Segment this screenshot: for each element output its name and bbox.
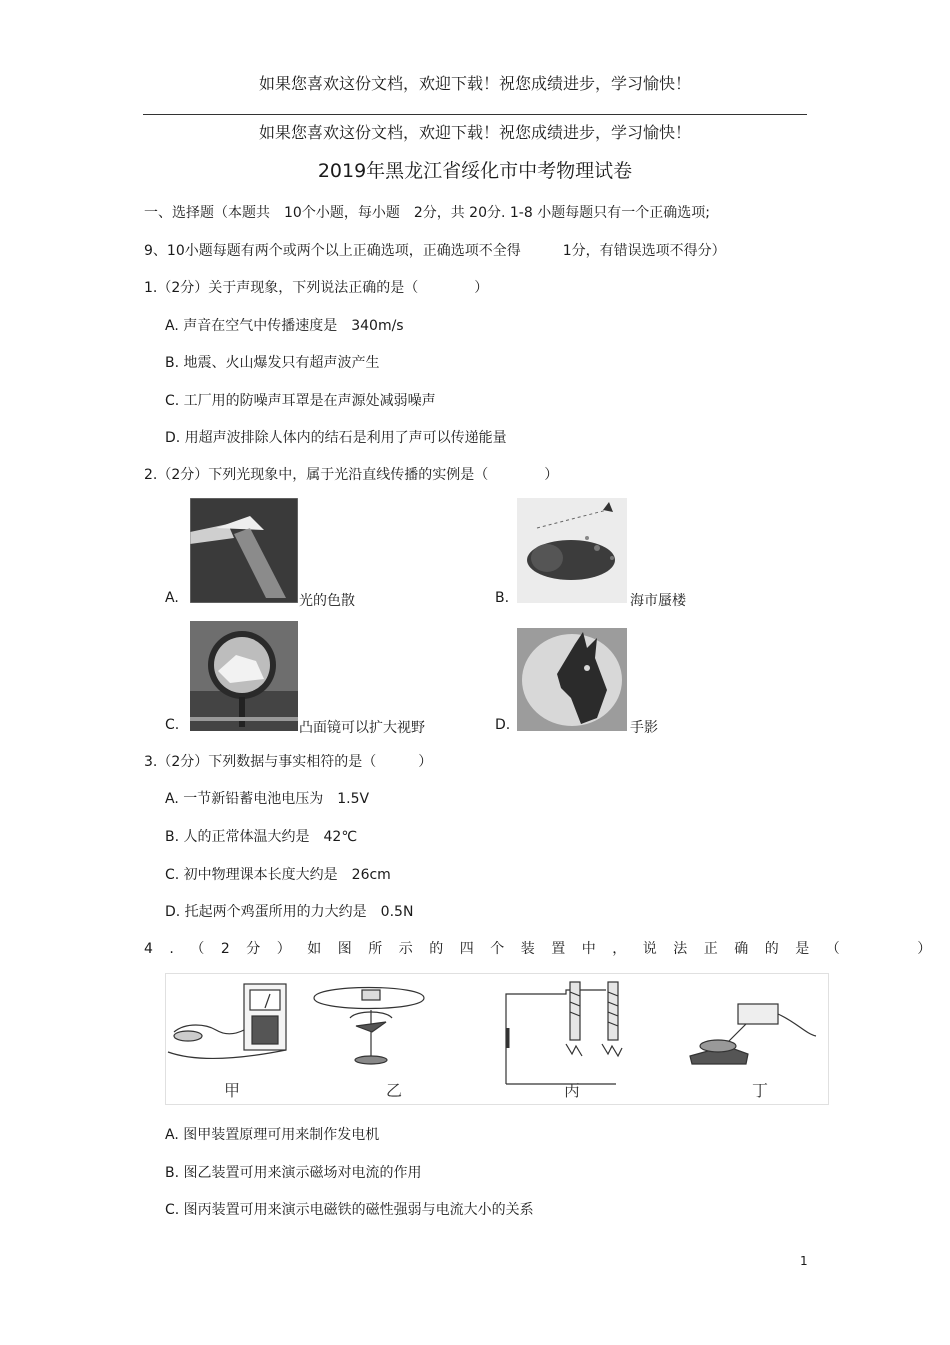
question-4-option-b: B. 图乙装置可用来演示磁场对电流的作用 xyxy=(165,1165,422,1181)
question-2-option-b-letter: B. xyxy=(495,590,510,606)
convex-mirror-photo-icon xyxy=(190,621,298,731)
question-2-option-a-caption: 光的色散 xyxy=(299,593,355,609)
question-1-stem: 1.（2分）关于声现象，下列说法正确的是（ ） xyxy=(144,280,489,296)
question-2-option-d-caption: 手影 xyxy=(630,720,658,736)
question-3-option-a: A. 一节新铅蓄电池电压为 1.5V xyxy=(165,791,370,807)
page-number: 1 xyxy=(800,1254,808,1268)
question-3-option-d: D. 托起两个鸡蛋所用的力大约是 0.5N xyxy=(165,904,414,920)
top-banner: 如果您喜欢这份文档，欢迎下载！祝您成绩进步，学习愉快！ xyxy=(258,74,691,93)
question-4-option-c: C. 图丙装置可用来演示电磁铁的磁性强弱与电流大小的关系 xyxy=(165,1202,534,1218)
section-heading-line2: 9、10小题每题有两个或两个以上正确选项，正确选项不全得 1分，有错误选项不得分） xyxy=(144,243,726,259)
question-2-stem: 2.（2分）下列光现象中，属于光沿直线传播的实例是（ ） xyxy=(144,467,559,483)
question-2-option-c-caption: 凸面镜可以扩大视野 xyxy=(299,720,425,736)
question-1-option-c: C. 工厂用的防噪声耳罩是在声源处减弱噪声 xyxy=(165,393,436,409)
question-2-option-a-letter: A. xyxy=(165,590,179,606)
question-4-figure xyxy=(165,973,829,1105)
question-3-option-c: C. 初中物理课本长度大约是 26cm xyxy=(165,867,391,883)
second-banner: 如果您喜欢这份文档，欢迎下载！祝您成绩进步，学习愉快！ xyxy=(258,123,691,142)
question-1-option-b: B. 地震、火山爆发只有超声波产生 xyxy=(165,355,380,371)
figure-label-jia: 甲 xyxy=(224,1081,241,1100)
question-3-stem: 3.（2分）下列数据与事实相符的是（ ） xyxy=(144,754,433,770)
header-divider xyxy=(143,114,807,115)
question-1-option-a: A. 声音在空气中传播速度是 340m/s xyxy=(165,318,404,334)
figure-label-ding: 丁 xyxy=(752,1081,769,1100)
figure-label-yi: 乙 xyxy=(386,1081,403,1100)
question-2-option-d-letter: D. xyxy=(495,717,511,733)
exam-title: 2019年黑龙江省绥化市中考物理试卷 xyxy=(317,160,633,182)
question-4-option-a: A. 图甲装置原理可用来制作发电机 xyxy=(165,1127,380,1143)
hand-shadow-photo-icon xyxy=(517,628,627,731)
question-1-option-d: D. 用超声波排除人体内的结石是利用了声可以传递能量 xyxy=(165,430,507,446)
mirage-photo-icon xyxy=(517,498,627,603)
four-apparatus-diagram-icon xyxy=(166,974,828,1104)
question-4-stem: 4.（2分）如图所示的四个装置中，说法正确的是（ ） xyxy=(144,941,948,957)
prism-dispersion-photo-icon xyxy=(190,498,298,603)
question-2-option-c-letter: C. xyxy=(165,717,180,733)
question-2-option-b-caption: 海市蜃楼 xyxy=(630,593,686,609)
section-heading-line1: 一、选择题（本题共 10个小题，每小题 2分，共 20分. 1-8 小题每题只有一个正确选项; xyxy=(144,205,710,221)
figure-label-bing: 丙 xyxy=(564,1081,581,1100)
question-3-option-b: B. 人的正常体温大约是 42℃ xyxy=(165,829,358,845)
